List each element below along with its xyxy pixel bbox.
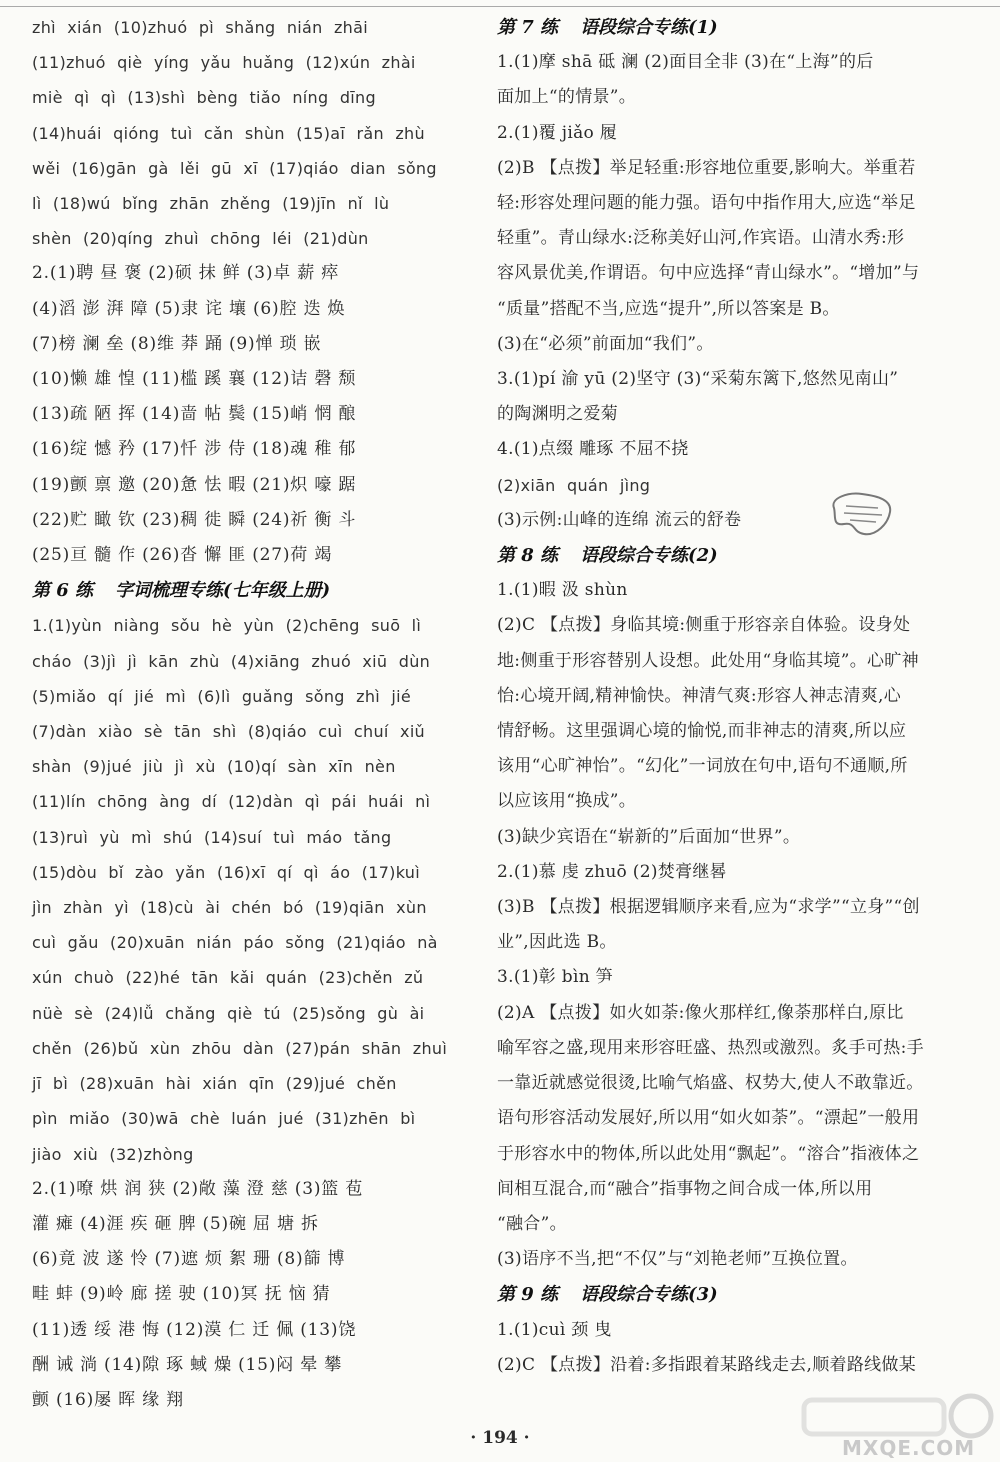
- answer-line: 面加上“的情景”。: [497, 87, 637, 108]
- watermark-url: MXQE.COM: [842, 1436, 976, 1460]
- answer-line: 该用“心旷神怡”。“幻化”一词放在句中,语句不通顺,所: [497, 756, 908, 777]
- answer-line: (2)A 【点拨】如火如荼:像火那样红,像荼那样白,原比: [497, 1002, 904, 1023]
- answer-line: shèn (20)qíng zhuì chōng léi (21)dùn: [32, 229, 369, 249]
- answer-line: 3.(1)彰 bìn 笋: [497, 967, 613, 988]
- answer-line: 1.(1)yùn niàng sǒu hè yùn (2)chēng suō lì: [32, 616, 422, 636]
- answer-line: (3)B 【点拨】根据逻辑顺序来看,应为“求学”“立身”“创: [497, 897, 920, 918]
- section-heading: 第 9 练 语段综合专练(3): [497, 1284, 718, 1306]
- answer-line: 情舒畅。这里强调心境的愉悦,而非神志的清爽,所以应: [497, 721, 907, 742]
- answer-line: (11)zhuó qiè yíng yǎu huǎng (12)xún zhài: [32, 53, 416, 73]
- answer-line: shàn (9)jué jiù jì xù (10)qí sàn xīn nèn: [32, 757, 396, 777]
- answer-line: (3)缺少宾语在“崭新的”后面加“世界”。: [497, 826, 801, 847]
- answer-line: (16)绽 憾 矜 (17)忏 涉 侍 (18)魂 稚 郁: [32, 439, 357, 460]
- answer-line: miè qì qì (13)shì bèng tiǎo níng dīng: [32, 88, 376, 108]
- answer-line: (2)C 【点拨】身临其境:侧重于形容亲自体验。设身处: [497, 615, 911, 636]
- answer-line: (6)竟 波 遂 怜 (7)遮 烦 絮 珊 (8)篩 博: [32, 1249, 346, 1270]
- answer-line: (3)在“必须”前面加“我们”。: [497, 333, 714, 354]
- answer-line: “质量”搭配不当,应选“提升”,所以答案是 B。: [497, 298, 840, 319]
- stamp-icon: [826, 490, 896, 538]
- answer-line: (2)C 【点拨】沿着:多指跟着某路线走去,顺着路线做某: [497, 1354, 917, 1375]
- answer-line: chěn (26)bǔ xùn zhōu dàn (27)pán shān zhuì: [32, 1038, 448, 1058]
- answer-line: (10)懒 雄 惶 (11)槛 蹊 襄 (12)诘 磬 颓: [32, 369, 357, 390]
- answer-line: 2.(1)聘 昼 褒 (2)硕 抹 鲜 (3)卓 薪 瘁: [32, 263, 340, 284]
- answer-line: xún chuò (22)hé tān kǎi quán (23)chěn zǔ: [32, 968, 424, 988]
- answer-line: 畦 蚌 (9)岭 廊 搓 驶 (10)冥 抚 恼 猜: [32, 1284, 331, 1305]
- answer-line: pìn miǎo (30)wā chè luán jué (31)zhēn bì: [32, 1109, 416, 1129]
- answer-line: 2.(1)覆 jiǎo 履: [497, 122, 618, 143]
- answer-line: zhì xián (10)zhuó pì shǎng nián zhāi: [32, 18, 368, 37]
- page-number: · 194 ·: [470, 1428, 530, 1448]
- answer-line: (7)dàn xiào sè tān shì (8)qiáo cuì chuí xiǔ: [32, 722, 426, 742]
- answer-line: 怡:心境开阔,精神愉快。神清气爽:形容人神志清爽,心: [497, 685, 902, 706]
- answer-line: (2)B 【点拨】举足轻重:形容地位重要,影响大。举重若: [497, 157, 916, 178]
- answer-line: 喻军容之盛,现用来形容旺盛、热烈或激烈。炙手可热:手: [497, 1037, 924, 1058]
- answer-line: (4)滔 澎 湃 障 (5)隶 诧 壤 (6)腔 迭 焕: [32, 298, 346, 319]
- answer-line: jī bì (28)xuān hài xián qīn (29)jué chěn: [32, 1074, 397, 1094]
- answer-line: 3.(1)pí 渝 yū (2)坚守 (3)“采菊东篱下,悠然见南山”: [497, 369, 899, 390]
- answer-line: 1.(1)暇 汲 shùn: [497, 580, 628, 601]
- section-heading: 第 8 练 语段综合专练(2): [497, 545, 718, 567]
- answer-line: cuì gǎu (20)xuān nián páo sǒng (21)qiáo nà: [32, 933, 438, 953]
- answer-line: (11)透 绥 港 悔 (12)漠 仁 迁 佩 (13)饶: [32, 1319, 357, 1340]
- answer-line: (11)lín chōng àng dí (12)dàn qì pái huái nì: [32, 792, 431, 812]
- answer-line: (3)示例:山峰的连绵 流云的舒卷: [497, 509, 742, 530]
- answer-line: cháo (3)jì jì kān zhù (4)xiāng zhuó xiū dùn: [32, 651, 431, 671]
- answer-line: 颤 (16)屡 晖 缘 翔: [32, 1389, 184, 1410]
- section-heading: 第 7 练 语段综合专练(1): [497, 17, 718, 38]
- answer-line: nüè sè (24)lǚ chǎng qiè tú (25)sǒng gù ài: [32, 1003, 425, 1023]
- answer-line: 业”,因此选 B。: [497, 932, 617, 953]
- top-rule: [0, 6, 1000, 7]
- answer-line: (25)亘 髓 作 (26)沓 懈 匪 (27)荷 竭: [32, 545, 333, 566]
- answer-line: (19)颤 禀 邀 (20)惫 怯 暇 (21)炽 嚎 踞: [32, 474, 357, 495]
- answer-line: “融合”。: [497, 1213, 567, 1234]
- answer-line: (14)huái qióng tuì cǎn shùn (15)aī rǎn zhù: [32, 123, 425, 143]
- answer-line: 的陶渊明之爱菊: [497, 404, 619, 425]
- answer-line: 灌 瘫 (4)涯 疾 砸 脾 (5)碗 屈 塘 拆: [32, 1213, 319, 1234]
- answer-line: lì (18)wú bǐng zhān zhěng (19)jīn nǐ lù: [32, 194, 390, 214]
- answer-line: 轻重”。青山绿水:泛称美好山河,作宾语。山清水秀:形: [497, 228, 905, 249]
- answer-line: 地:侧重于形容替别人设想。此处用“身临其境”。心旷神: [497, 650, 919, 671]
- answer-line: (2)xiān quán jìng: [497, 475, 651, 495]
- answer-line: 语句形容活动发展好,所以用“如火如荼”。“漂起”一般用: [497, 1108, 920, 1129]
- answer-line: (5)miǎo qí jié mì (6)lì guǎng sǒng zhì jié: [32, 686, 412, 706]
- answer-line: (3)语序不当,把“不仅”与“刘艳老师”互换位置。: [497, 1249, 858, 1270]
- answer-line: 1.(1)cuì 颈 曳: [497, 1319, 612, 1340]
- answer-line: 间相互混合,而“融合”指事物之间合成一体,所以用: [497, 1178, 873, 1199]
- answer-line: 于形容水中的物体,所以此处用“飘起”。“溶合”指液体之: [497, 1143, 920, 1164]
- answer-line: 酬 诫 淌 (14)隙 琢 蜮 燥 (15)闷 晕 攀: [32, 1354, 343, 1375]
- right-column: [497, 10, 947, 1383]
- section-heading: 第 6 练 字词梳理专练(七年级上册): [32, 580, 331, 602]
- answer-line: (13)ruì yù mì shú (14)suí tuì máo tǎng: [32, 827, 392, 847]
- answer-line: 4.(1)点缀 雕琢 不屈不挠: [497, 439, 689, 460]
- answer-line: jìn zhàn yì (18)cù ài chén bó (19)qiān xùn: [32, 898, 427, 918]
- answer-line: 2.(1)嘹 烘 润 狭 (2)敞 藻 澄 慈 (3)篮 苞: [32, 1178, 364, 1199]
- answer-line: 2.(1)慕 虔 zhuō (2)焚膏继晷: [497, 861, 727, 882]
- answer-line: 容风景优美,作谓语。句中应选择“青山绿水”。“增加”与: [497, 263, 920, 284]
- answer-line: (7)榜 澜 垒 (8)维 莽 踊 (9)惮 琐 嵌: [32, 333, 322, 354]
- answer-line: (15)dòu bǐ zào yǎn (16)xī qí qì áo (17)kuì: [32, 862, 420, 882]
- answer-line: 轻:形容处理问题的能力强。语句中指作用大,应选“举足: [497, 193, 916, 214]
- answer-line: 以应该用“换成”。: [497, 791, 637, 812]
- answer-line: wěi (16)gān gà lěi gū xī (17)qiáo dian sǒng: [32, 158, 437, 178]
- answer-line: 1.(1)摩 shā 砥 澜 (2)面目全非 (3)在“上海”的后: [497, 52, 874, 73]
- answer-line: jiào xiù (32)zhòng: [32, 1144, 194, 1164]
- left-column: [32, 10, 472, 1418]
- answer-line: (22)贮 瞰 钦 (23)稠 徙 瞬 (24)祈 衡 斗: [32, 509, 357, 530]
- answer-line: (13)疏 陋 挥 (14)啬 帖 鬓 (15)峭 惘 酿: [32, 404, 357, 425]
- answer-line: 一靠近就感觉很烫,比喻气焰盛、权势大,使人不敢靠近。: [497, 1073, 924, 1094]
